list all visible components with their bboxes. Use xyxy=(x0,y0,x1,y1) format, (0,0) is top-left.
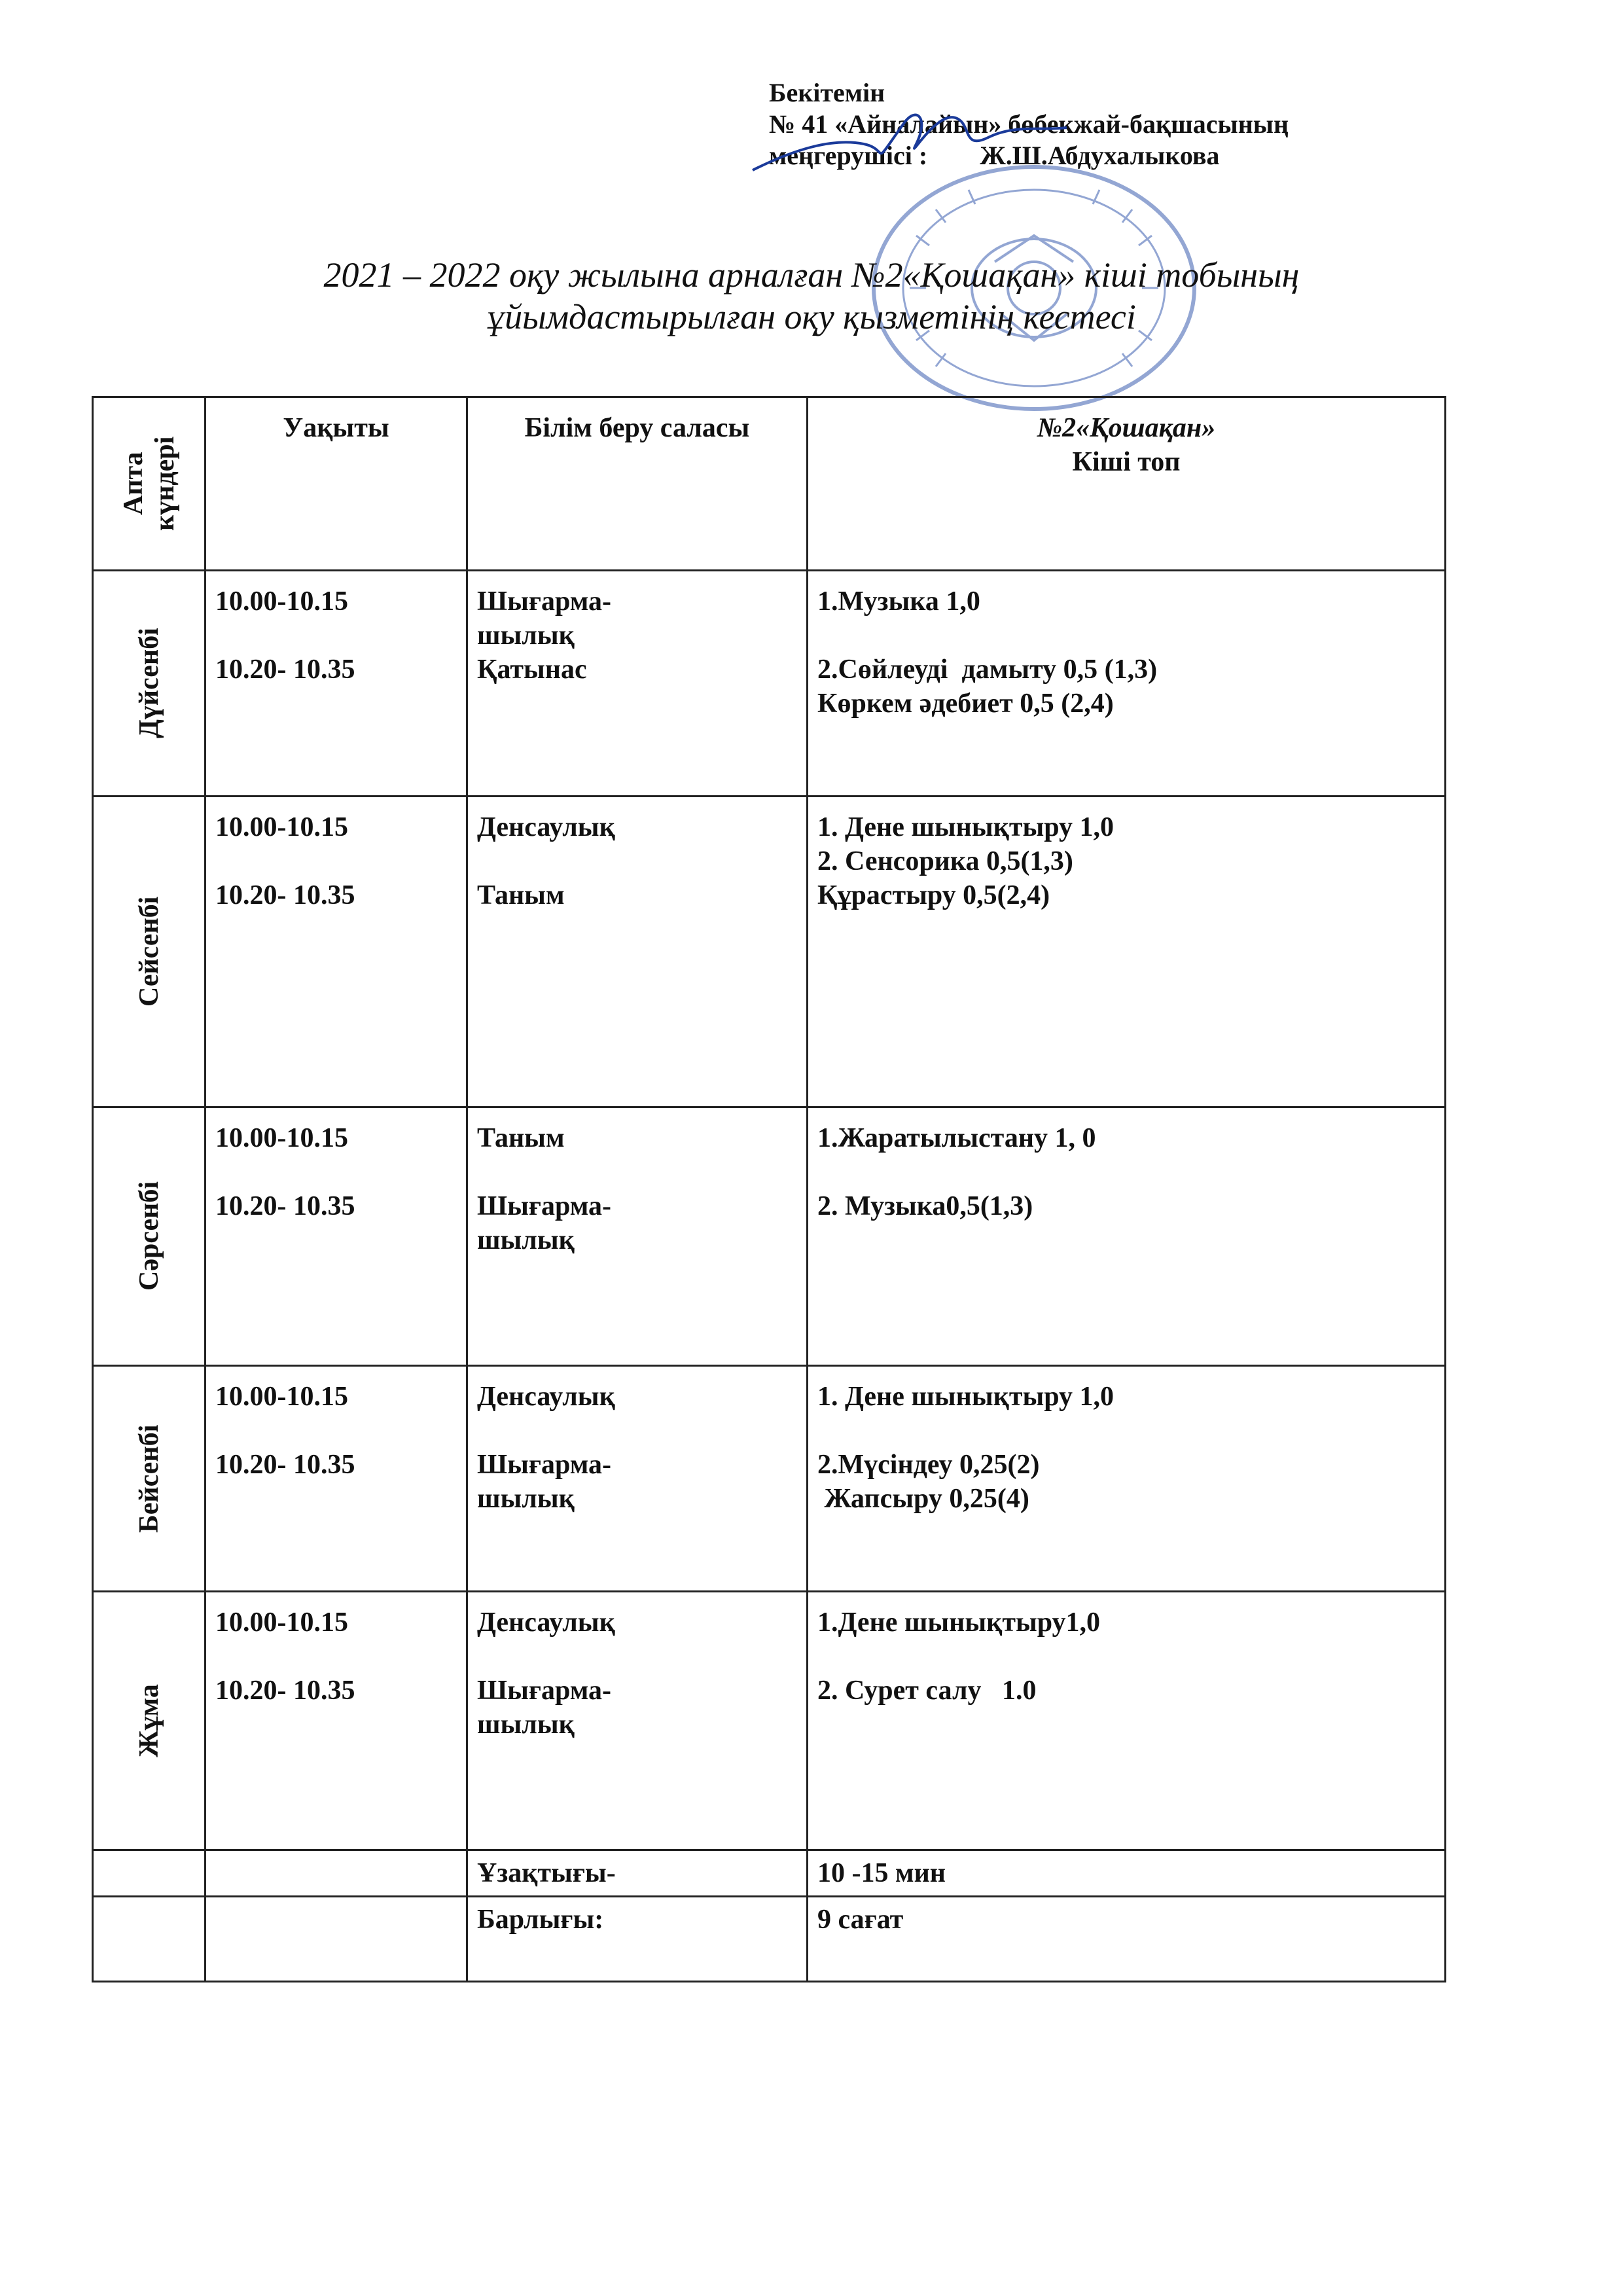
empty-cell xyxy=(205,1897,467,1982)
activity-text: 1.Дене шынықтыру1,0 xyxy=(817,1607,1101,1638)
header-group-sub: Кіші топ xyxy=(1072,447,1181,477)
activity-cell xyxy=(808,571,1446,797)
table-row xyxy=(93,571,1446,797)
table-row xyxy=(93,1366,1446,1592)
area-text: Шығарма- xyxy=(477,1191,612,1221)
area-text: Шығарма- xyxy=(477,1450,612,1480)
time-slot-1: 10.00-10.15 xyxy=(215,1382,348,1412)
time-slot-1: 10.00-10.15 xyxy=(215,1123,348,1153)
time-slot-2: 10.20- 10.35 xyxy=(215,880,355,910)
activity-text: 1. Дене шынықтыру 1,0 xyxy=(817,812,1115,842)
day-cell xyxy=(93,1107,205,1366)
activity-text: 1. Дене шынықтыру 1,0 xyxy=(817,1382,1115,1412)
empty-cell xyxy=(93,1897,205,1982)
area-text: Таным xyxy=(477,880,565,910)
time-slot-1: 10.00-10.15 xyxy=(215,812,348,842)
time-slot-2: 10.20- 10.35 xyxy=(215,1191,355,1221)
schedule-table xyxy=(92,396,1446,1982)
activity-cell xyxy=(808,1366,1446,1592)
header-days-label: Апта күндері xyxy=(118,436,180,531)
activity-cell xyxy=(808,1107,1446,1366)
header-group xyxy=(808,397,1446,571)
area-cell xyxy=(467,797,808,1107)
total-row xyxy=(93,1897,1446,1982)
area-text: шылық xyxy=(477,1710,575,1740)
day-label: Бейсенбі xyxy=(134,1424,164,1533)
table-row xyxy=(93,1592,1446,1850)
time-slot-2: 10.20- 10.35 xyxy=(215,1450,355,1480)
time-cell xyxy=(205,571,467,797)
approval-title: Бекітемін xyxy=(769,78,885,107)
header-area: Білім беру саласы xyxy=(467,397,808,571)
time-cell xyxy=(205,797,467,1107)
table-row xyxy=(93,797,1446,1107)
time-slot-1: 10.00-10.15 xyxy=(215,1607,348,1638)
day-label: Дүйсенбі xyxy=(134,628,164,739)
header-group-name: №2«Қошақан» xyxy=(1037,413,1216,443)
area-text: Денсаулық xyxy=(477,812,615,842)
activity-text: 1.Жаратылыстану 1, 0 xyxy=(817,1123,1096,1153)
time-slot-2: 10.20- 10.35 xyxy=(215,1676,355,1706)
duration-value: 10 -15 мин xyxy=(808,1850,1446,1897)
time-cell xyxy=(205,1107,467,1366)
activity-cell xyxy=(808,1592,1446,1850)
area-cell xyxy=(467,1107,808,1366)
duration-row xyxy=(93,1850,1446,1897)
activity-text: 2. Сурет салу 1.0 xyxy=(817,1676,1037,1706)
activity-text: 2. Музыка0,5(1,3) xyxy=(817,1191,1033,1221)
table-row xyxy=(93,1107,1446,1366)
total-label: Барлығы: xyxy=(467,1897,808,1982)
activity-text: 2.Мүсіндеу 0,25(2) xyxy=(817,1450,1040,1480)
activity-text: 1.Музыка 1,0 xyxy=(817,586,980,617)
day-label: Сейсенбі xyxy=(134,896,164,1007)
day-cell xyxy=(93,797,205,1107)
document-title xyxy=(118,254,1505,338)
activity-text: Көркем әдебиет 0,5 (2,4) xyxy=(817,689,1114,719)
approval-head: меңгерушісі : Ж.Ш.Абдухалыкова xyxy=(769,141,1220,170)
day-cell xyxy=(93,571,205,797)
day-cell xyxy=(93,1592,205,1850)
header-days xyxy=(93,397,205,571)
time-cell xyxy=(205,1366,467,1592)
day-label: Жұма xyxy=(134,1684,164,1757)
header-time: Уақыты xyxy=(205,397,467,571)
area-text: Денсаулық xyxy=(477,1607,615,1638)
empty-cell xyxy=(205,1850,467,1897)
day-cell xyxy=(93,1366,205,1592)
area-cell xyxy=(467,571,808,797)
activity-cell xyxy=(808,797,1446,1107)
area-text: шылық xyxy=(477,1225,575,1255)
duration-label: Ұзақтығы- xyxy=(467,1850,808,1897)
area-text: Шығарма- xyxy=(477,1676,612,1706)
time-slot-1: 10.00-10.15 xyxy=(215,586,348,617)
area-text: шылық xyxy=(477,620,575,651)
area-text: Шығарма- xyxy=(477,586,612,617)
time-slot-2: 10.20- 10.35 xyxy=(215,655,355,685)
title-line-1: 2021 – 2022 оқу жылына арналған №2«Қошақан» кіші тобының xyxy=(323,255,1300,295)
day-label: Сәрсенбі xyxy=(134,1181,164,1291)
activity-text: 2.Сөйлеуді дамыту 0,5 (1,3) xyxy=(817,655,1158,685)
activity-text: Құрастыру 0,5(2,4) xyxy=(817,880,1050,910)
approval-institution: № 41 «Айналайын» бөбекжай-бақшасының xyxy=(769,109,1289,139)
area-cell xyxy=(467,1366,808,1592)
area-text: Қатынас xyxy=(477,655,587,685)
title-line-2: ұйымдастырылған оқу қызметінің кестесі xyxy=(487,297,1136,336)
empty-cell xyxy=(93,1850,205,1897)
area-text: Денсаулық xyxy=(477,1382,615,1412)
header-row xyxy=(93,397,1446,571)
area-text: шылық xyxy=(477,1484,575,1514)
area-text: Таным xyxy=(477,1123,565,1153)
area-cell xyxy=(467,1592,808,1850)
total-value: 9 сағат xyxy=(808,1897,1446,1982)
activity-text: 2. Сенсорика 0,5(1,3) xyxy=(817,846,1073,876)
time-cell xyxy=(205,1592,467,1850)
activity-text: Жапсыру 0,25(4) xyxy=(817,1484,1029,1514)
